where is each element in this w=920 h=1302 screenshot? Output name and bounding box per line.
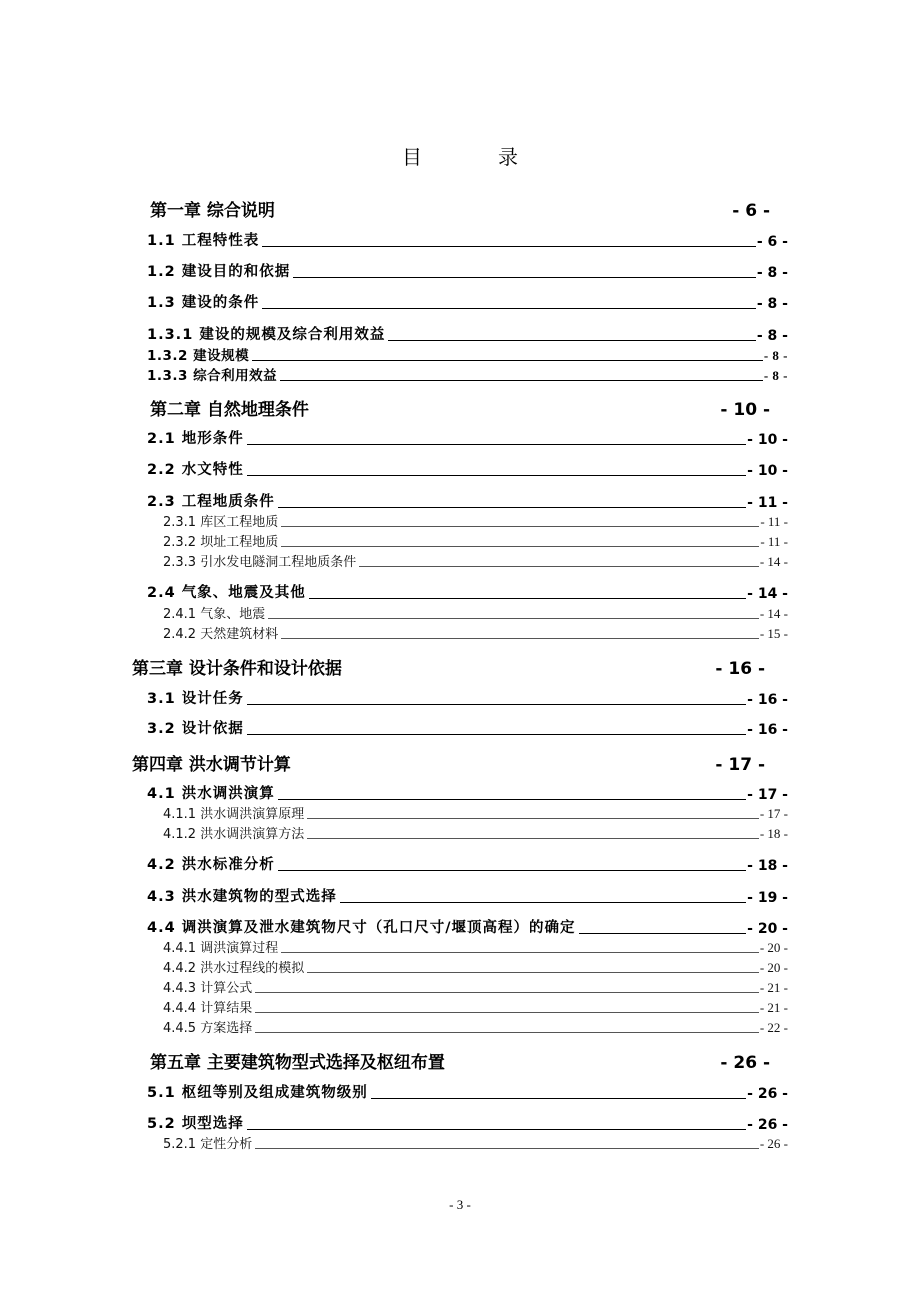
toc-entry-page: - 11 - <box>747 495 788 511</box>
toc-entry-page: - 18 - <box>747 858 788 874</box>
toc-leader-line <box>280 380 763 381</box>
toc-entry[interactable] <box>147 853 788 874</box>
toc-entry-label: 1.2 建设目的和依据 <box>147 264 291 280</box>
toc-leader-line <box>281 546 759 547</box>
toc-leader-line <box>278 799 746 800</box>
toc-entry-page: - 11 - <box>760 514 788 529</box>
toc-entry-label: 5.2 坝型选择 <box>147 1116 244 1132</box>
toc-entry[interactable] <box>147 291 788 312</box>
toc-entry-label: 4.4.4 计算结果 <box>163 1001 253 1016</box>
toc-leader-line <box>255 1148 759 1149</box>
toc-leader-line <box>255 1032 759 1033</box>
toc-entry-label: 3.1 设计任务 <box>147 691 244 707</box>
toc-leader-line <box>255 992 759 993</box>
toc-entry[interactable] <box>147 916 788 937</box>
toc-entry-page: - 11 - <box>760 534 788 549</box>
toc-entry-label: 4.1.1 洪水调洪演算原理 <box>163 807 305 822</box>
toc-entry[interactable] <box>147 260 788 281</box>
toc-leader-line <box>307 818 759 819</box>
toc-entry-label: 4.4.1 调洪演算过程 <box>163 941 279 956</box>
toc-entry-page: - 26 - <box>720 1053 770 1073</box>
toc-entry-label: 4.2 洪水标准分析 <box>147 857 275 873</box>
toc-entry-page: - 8 - <box>763 368 788 383</box>
toc-entry-label: 4.4.3 计算公式 <box>163 981 253 996</box>
toc-entry-page: - 17 - <box>759 806 788 821</box>
toc-leader-line <box>268 618 759 619</box>
toc-entry[interactable] <box>163 1133 788 1152</box>
toc-entry[interactable] <box>147 1112 788 1133</box>
toc-entry[interactable] <box>147 687 788 708</box>
toc-entry-label: 4.3 洪水建筑物的型式选择 <box>147 889 337 905</box>
toc-entry[interactable] <box>147 1081 788 1102</box>
toc-entry-page: - 17 - <box>715 755 765 775</box>
toc-entry[interactable] <box>147 782 788 803</box>
toc-entry[interactable] <box>163 603 788 622</box>
toc-entry-page: - 8 - <box>763 348 788 363</box>
toc-leader-line <box>307 972 759 973</box>
toc-entry-label: 2.3.2 坝址工程地质 <box>163 535 279 550</box>
toc-entry-page: - 21 - <box>759 980 788 995</box>
toc-leader-line <box>262 308 756 309</box>
toc-entry-label: 2.3 工程地质条件 <box>147 494 275 510</box>
toc-entry-page: - 10 - <box>720 400 770 420</box>
toc-entry-page: - 16 - <box>747 692 788 708</box>
toc-entry-page: - 19 - <box>747 890 788 906</box>
toc-entry-label: 4.4.5 方案选择 <box>163 1021 253 1036</box>
toc-entry-page: - 14 - <box>759 554 788 569</box>
toc-entry[interactable] <box>147 581 788 602</box>
toc-entry-label: 2.4 气象、地震及其他 <box>147 585 306 601</box>
toc-entry-label: 5.1 枢纽等别及组成建筑物级别 <box>147 1085 368 1101</box>
toc-entry-label: 2.1 地形条件 <box>147 431 244 447</box>
toc-entry-page: - 16 - <box>747 722 788 738</box>
toc-leader-line <box>247 704 746 705</box>
toc-entry-page: - 26 - <box>759 1136 788 1151</box>
toc-entry-label: 2.3.3 引水发电隧洞工程地质条件 <box>163 555 357 570</box>
toc-entry-label: 第五章 主要建筑物型式选择及枢纽布置 <box>150 1053 445 1073</box>
toc-entry[interactable] <box>147 229 788 250</box>
toc-entry[interactable] <box>147 323 788 344</box>
toc-leader-line <box>247 475 746 476</box>
toc-entry-label: 第三章 设计条件和设计依据 <box>132 659 342 679</box>
toc-entry[interactable] <box>147 344 788 364</box>
toc-leader-line <box>359 566 759 567</box>
toc-entry-label: 2.4.2 天然建筑材料 <box>163 627 279 642</box>
toc-leader-line <box>255 1012 759 1013</box>
toc-entry-page: - 8 - <box>756 328 788 344</box>
toc-entry[interactable] <box>163 997 788 1016</box>
toc-entry-page: - 20 - <box>747 921 788 937</box>
toc-entry-page: - 26 - <box>747 1117 788 1133</box>
toc-title: 目录 <box>402 145 594 169</box>
toc-entry-label: 4.1.2 洪水调洪演算方法 <box>163 827 305 842</box>
toc-entry-page: - 10 - <box>747 463 788 479</box>
toc-entry[interactable] <box>163 623 788 642</box>
toc-leader-line <box>262 246 756 247</box>
toc-entry-label: 4.1 洪水调洪演算 <box>147 786 275 802</box>
toc-entry-label: 2.4.1 气象、地震 <box>163 607 266 622</box>
toc-entry[interactable] <box>163 823 788 842</box>
toc-entry[interactable] <box>163 531 788 550</box>
toc-entry[interactable] <box>147 885 788 906</box>
toc-entry[interactable] <box>147 427 788 448</box>
toc-leader-line <box>293 277 756 278</box>
toc-entry[interactable] <box>163 977 788 996</box>
toc-leader-line <box>340 902 746 903</box>
toc-entry[interactable] <box>163 511 788 530</box>
toc-entry-page: - 8 - <box>756 296 788 312</box>
toc-entry[interactable] <box>132 750 765 775</box>
toc-leader-line <box>388 340 756 341</box>
toc-entry[interactable] <box>150 196 770 221</box>
page-number: - 3 - <box>449 1197 471 1212</box>
toc-entry-label: 1.1 工程特性表 <box>147 233 260 249</box>
toc-leader-line <box>307 838 759 839</box>
toc-entry-page: - 18 - <box>759 826 788 841</box>
toc-leader-line <box>309 598 746 599</box>
toc-entry[interactable] <box>150 395 770 420</box>
toc-leader-line <box>278 870 746 871</box>
toc-entry-page: - 20 - <box>759 940 788 955</box>
toc-leader-line <box>281 526 759 527</box>
toc-entry[interactable] <box>163 957 788 976</box>
toc-entry-page: - 16 - <box>715 659 765 679</box>
toc-entry-label: 第一章 综合说明 <box>150 201 275 221</box>
toc-leader-line <box>247 444 746 445</box>
toc-entry[interactable] <box>163 937 788 956</box>
toc-entry[interactable] <box>163 551 788 570</box>
toc-entry-page: - 10 - <box>747 432 788 448</box>
toc-entry-label: 1.3.1 建设的规模及综合利用效益 <box>147 327 386 343</box>
toc-entry-label: 1.3 建设的条件 <box>147 295 260 311</box>
toc-entry-label: 2.2 水文特性 <box>147 462 244 478</box>
toc-entry-page: - 15 - <box>759 626 788 641</box>
toc-entry-page: - 14 - <box>759 606 788 621</box>
toc-entry-page: - 22 - <box>759 1020 788 1035</box>
toc-entry-label: 第二章 自然地理条件 <box>150 400 309 420</box>
toc-entry[interactable] <box>150 1048 770 1073</box>
toc-entry-page: - 14 - <box>747 586 788 602</box>
toc-leader-line <box>579 933 747 934</box>
toc-entry-page: - 6 - <box>756 234 788 250</box>
toc-leader-line <box>371 1098 746 1099</box>
toc-entry-label: 3.2 设计依据 <box>147 721 244 737</box>
toc-leader-line <box>252 360 763 361</box>
toc-entry-page: - 21 - <box>759 1000 788 1015</box>
toc-entry[interactable] <box>147 490 788 511</box>
toc-entry-page: - 6 - <box>732 201 770 221</box>
toc-entry-label: 1.3.3 综合利用效益 <box>147 368 278 384</box>
toc-entry-page: - 8 - <box>756 265 788 281</box>
toc-entry[interactable] <box>132 654 765 679</box>
toc-entry-label: 4.4.2 洪水过程线的模拟 <box>163 961 305 976</box>
toc-entry-label: 2.3.1 库区工程地质 <box>163 515 279 530</box>
toc-entry-page: - 26 - <box>747 1086 788 1102</box>
toc-leader-line <box>247 1129 746 1130</box>
toc-leader-line <box>247 734 746 735</box>
toc-entry-label: 1.3.2 建设规模 <box>147 348 250 364</box>
toc-entry[interactable] <box>163 803 788 822</box>
toc-entry-label: 4.4 调洪演算及泄水建筑物尺寸（孔口尺寸/堰顶高程）的确定 <box>147 920 576 936</box>
toc-leader-line <box>281 952 759 953</box>
toc-entry[interactable] <box>147 458 788 479</box>
toc-entry[interactable] <box>147 717 788 738</box>
toc-entry[interactable] <box>147 364 788 384</box>
toc-entry[interactable] <box>163 1017 788 1036</box>
toc-entry-page: - 20 - <box>759 960 788 975</box>
toc-entry-label: 5.2.1 定性分析 <box>163 1137 253 1152</box>
toc-entry-label: 第四章 洪水调节计算 <box>132 755 291 775</box>
toc-leader-line <box>281 638 759 639</box>
toc-leader-line <box>278 507 746 508</box>
toc-entry-page: - 17 - <box>747 787 788 803</box>
